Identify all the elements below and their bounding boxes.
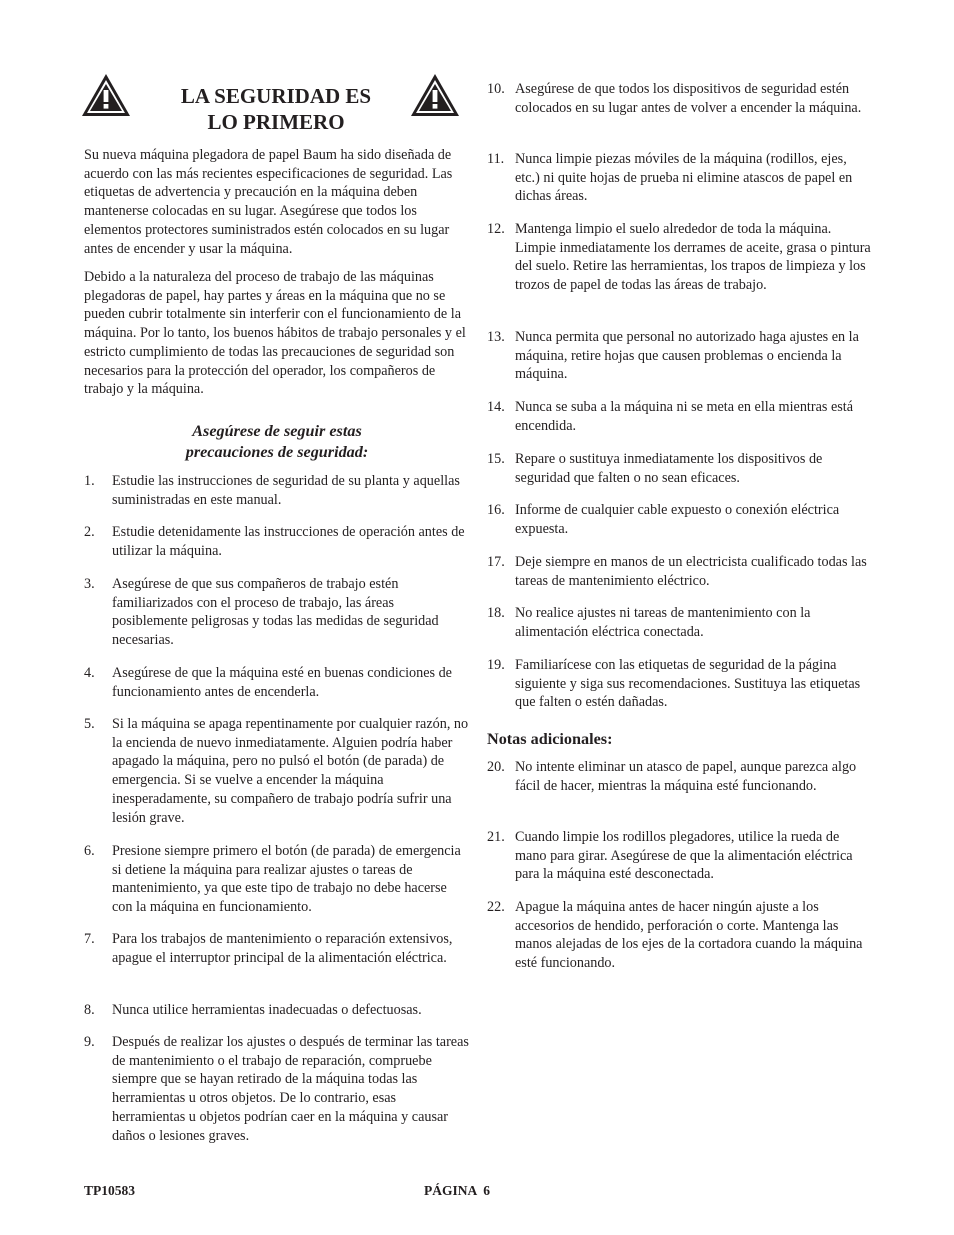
item-text: Nunca limpie piezas móviles de la máquina (rodillos, ejes, etc.) ni quite hojas de prueba ni elimine atascos de papel en dichas áreas. [515, 151, 853, 205]
warning-triangle-icon [80, 72, 132, 118]
page-title [150, 83, 402, 135]
page-number: PÁGINA 6 [424, 1183, 491, 1198]
intro-paragraph-1: Su nueva máquina plegadora de papel Baum ha sido diseñada de acuerdo con las más recientes especificaciones de seguridad. Las etiquetas de advertencia y precaución en la máquina deben mantenerse colocadas en su lugar. Asegúrese que todos los elementos protectores suministrados estén colocados en su lugar antes de encender y usar la máquina. [84, 147, 453, 257]
item-number: 9. [84, 1034, 95, 1050]
title-line-2: LO PRIMERO [207, 110, 345, 134]
item-text: Asegúrese de que todos los dispositivos de seguridad estén colocados en su lugar antes de volver a encender la máquina. [515, 81, 862, 116]
item-number: 8. [84, 1002, 95, 1018]
item-text: Estudie las instrucciones de seguridad de su planta y aquellas suministradas en este manual. [112, 473, 460, 508]
list-item [487, 398, 873, 435]
list-item [487, 450, 873, 487]
item-text: Cuando limpie los rodillos plegadores, utilice la rueda de mano para girar. Asegúrese de que la alimentación eléctrica para la máquina esté desconectada. [515, 829, 853, 883]
item-text: Después de realizar los ajustes o después de terminar las tareas de mantenimiento o el trabajo de reparación, compruebe siempre que se hayan retirado de la máquina todas las herramientas u otros objetos. De lo contrario, esas herramientas u objetos podrían caer en la máquina y causar daños o lesiones graves. [112, 1034, 469, 1144]
item-number: 20. [487, 759, 505, 775]
item-text: Si la máquina se apaga repentinamente por cualquier razón, no la encienda de nuevo inmediatamente. Alguien podría haber apagado la máquina, pero no pulsó el botón (de parada) de emergencia. Si se vuelve a encender la máquina inesperadamente, su compañero de trabajo podría sufrir una lesión grave. [112, 716, 469, 826]
list-item [84, 664, 470, 701]
list-item [84, 523, 470, 560]
list-item [487, 758, 873, 795]
list-item [487, 501, 873, 538]
item-number: 12. [487, 221, 505, 237]
list-item [84, 575, 470, 650]
item-number: 15. [487, 451, 505, 467]
subheading-line-1: Asegúrese de seguir estas [192, 422, 362, 440]
item-text: Para los trabajos de mantenimiento o reparación extensivos, apague el interruptor principal de la alimentación eléctrica. [112, 931, 453, 966]
item-text: Repare o sustituya inmediatamente los dispositivos de seguridad que falten o no sean eficaces. [515, 451, 823, 486]
item-text: Estudie detenidamente las instrucciones de operación antes de utilizar la máquina. [112, 524, 465, 559]
item-number: 7. [84, 931, 95, 947]
list-item [487, 898, 873, 973]
list-item [84, 1033, 470, 1145]
item-number: 11. [487, 151, 505, 167]
item-number: 13. [487, 329, 505, 345]
item-text: Mantenga limpio el suelo alrededor de toda la máquina. Limpie inmediatamente los derrames de aceite, grasa o pintura del suelo. Retire las herramientas, los trapos de limpieza y los trozos de papel de todas las áreas de trabajo. [515, 221, 871, 294]
list-item [487, 553, 873, 590]
item-text: Nunca se suba a la máquina ni se meta en ella mientras está encendida. [515, 399, 854, 434]
item-text: Familiarícese con las etiquetas de seguridad de la página siguiente y siga sus recomendaciones. Sustituya las etiquetas que falten o estén dañadas. [515, 657, 861, 711]
item-number: 18. [487, 605, 505, 621]
precautions-subheading [84, 421, 470, 463]
list-item [84, 1001, 470, 1020]
warning-triangle-icon [409, 72, 461, 118]
item-text: Presione siempre primero el botón (de parada) de emergencia si detiene la máquina para realizar ajustes o tareas de mantenimiento, ya que este tipo de trabajo no debe hacerse con la máquina en funcionamiento. [112, 843, 461, 916]
item-text: No realice ajustes ni tareas de mantenimiento con la alimentación eléctrica conectada. [515, 605, 811, 640]
item-number: 5. [84, 716, 95, 732]
list-item [487, 150, 873, 206]
item-number: 22. [487, 899, 505, 915]
item-text: Nunca permita que personal no autorizado haga ajustes en la máquina, retire hojas que causen problemas o encienda la máquina. [515, 329, 859, 383]
list-item [487, 604, 873, 641]
item-number: 16. [487, 502, 505, 518]
list-item [84, 842, 470, 917]
list-item [487, 828, 873, 884]
list-item [84, 715, 470, 827]
item-text: No intente eliminar un atasco de papel, aunque parezca algo fácil de hacer, mientras la máquina esté funcionando. [515, 759, 857, 794]
item-number: 3. [84, 576, 95, 592]
list-item [84, 472, 470, 509]
item-number: 10. [487, 81, 505, 97]
list-item [487, 80, 873, 117]
item-text: Nunca utilice herramientas inadecuadas o defectuosas. [112, 1002, 422, 1018]
notes-heading: Notas adicionales: [487, 730, 613, 748]
item-number: 2. [84, 524, 95, 540]
list-item [84, 930, 470, 967]
item-text: Informe de cualquier cable expuesto o conexión eléctrica expuesta. [515, 502, 840, 537]
list-item [487, 656, 873, 712]
doc-number: TP10583 [84, 1183, 136, 1198]
item-number: 14. [487, 399, 505, 415]
item-number: 19. [487, 657, 505, 673]
item-text: Deje siempre en manos de un electricista cualificado todas las tareas de mantenimiento eléctrico. [515, 554, 867, 589]
item-text: Asegúrese de que sus compañeros de trabajo estén familiarizados con el proceso de trabajo, las áreas posiblemente peligrosas y todas las medidas de seguridad necesarias. [112, 576, 439, 649]
subheading-line-2: precauciones de seguridad: [185, 443, 369, 461]
intro-paragraph-2: Debido a la naturaleza del proceso de trabajo de las máquinas plegadoras de papel, hay partes y áreas en la máquina que no se pueden cubrir totalmente sin interferir con el funcionamiento de la máquina. Por lo tanto, los buenos hábitos de trabajo personales y el estricto cumplimiento de todas las precauciones de seguridad son necesarios para la protección del operador, los compañeros de trabajo y la máquina. [84, 269, 466, 398]
item-number: 1. [84, 473, 95, 489]
title-line-1: LA SEGURIDAD ES [180, 84, 372, 108]
item-number: 17. [487, 554, 505, 570]
list-item [487, 220, 873, 295]
item-text: Asegúrese de que la máquina esté en buenas condiciones de funcionamiento antes de encenderla. [112, 665, 452, 700]
list-item [487, 328, 873, 384]
item-number: 21. [487, 829, 505, 845]
item-number: 4. [84, 665, 95, 681]
item-text: Apague la máquina antes de hacer ningún ajuste a los accesorios de hendido, perforación o corte. Mantenga las manos alejadas de los ejes de la cortadora cuando la máquina esté funcionando. [515, 899, 863, 972]
item-number: 6. [84, 843, 95, 859]
